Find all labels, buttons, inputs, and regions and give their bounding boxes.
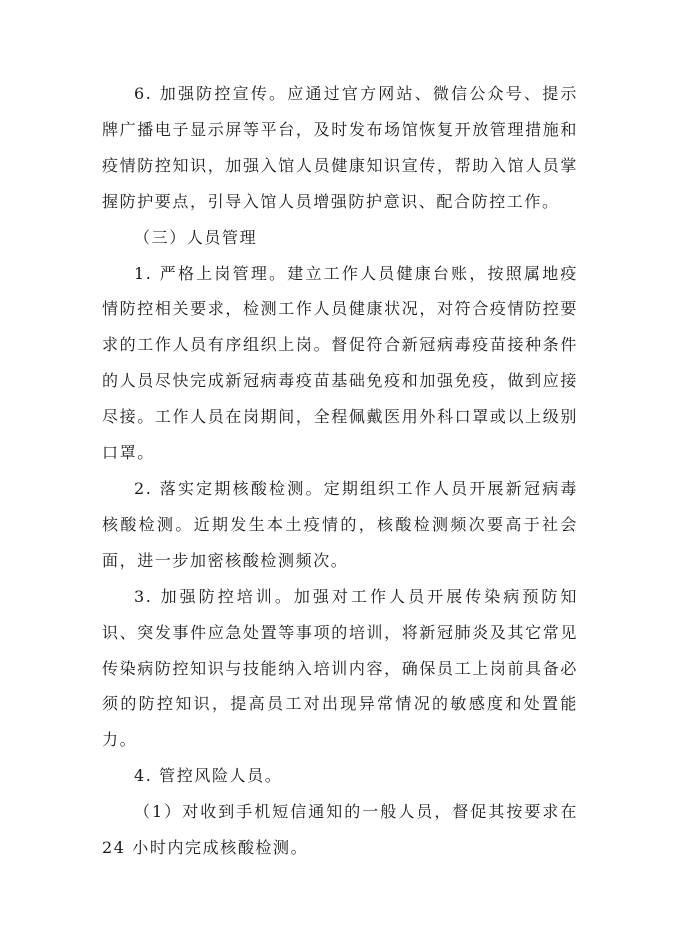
section-heading-personnel: （三）人员管理: [134, 227, 258, 247]
paragraph-publicity: 6. 加强防控宣传。应通过官方网站、微信公众号、提示牌广播电子显示屏等平台，及时发布场馆恢复开放管理措施和疫情防控知识，加强入馆人员健康知识宣传，帮助入馆人员掌握防护要点，引导入馆人员增强防护意识、配合防控工作。: [102, 84, 578, 211]
paragraph-risk-control: 4. 管控风险人员。: [134, 766, 283, 786]
document-body: [102, 76, 578, 866]
paragraph-onboarding: 1. 严格上岗管理。建立工作人员健康台账，按照属地疫情防控相关要求，检测工作人员健康状况，对符合疫情防控要求的工作人员有序组织上岗。督促符合新冠病毒疫苗接种条件的人员尽快完成新冠病毒疫苗基础免疫和加强免疫，做到应接尽接。工作人员在岗期间，全程佩戴医用外科口罩或以上级别口罩。: [102, 263, 578, 463]
paragraph-training: 3. 加强防控培训。加强对工作人员开展传染病预防知识、突发事件应急处置等事项的培训，将新冠肺炎及其它常见传染病防控知识与技能纳入培训内容，确保员工上岗前具备必须的防控知识，提高员工对出现异常情况的敏感度和处置能力。: [102, 586, 578, 750]
paragraph-sms-notice: （1）对收到手机短信通知的一般人员，督促其按要求在 24 小时内完成核酸检测。: [102, 802, 578, 858]
paragraph-testing: 2. 落实定期核酸检测。定期组织工作人员开展新冠病毒核酸检测。近期发生本土疫情的，核酸检测频次要高于社会面，进一步加密核酸检测频次。: [102, 478, 578, 570]
